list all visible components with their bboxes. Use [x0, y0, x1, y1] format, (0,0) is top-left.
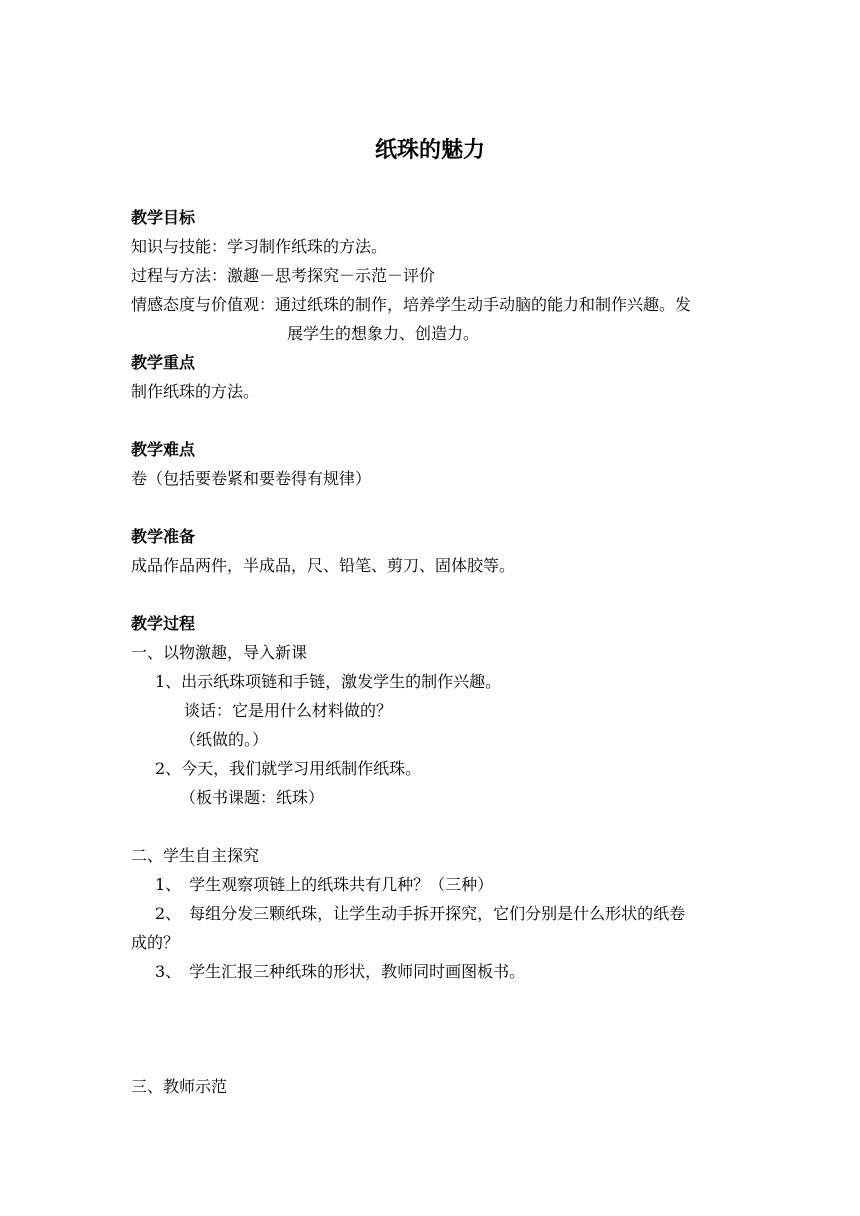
section-1-title: 一、以物激趣，导入新课	[131, 643, 308, 662]
prep-heading: 教学准备	[131, 527, 196, 546]
section-2-item-2-cont: 成的？	[131, 933, 180, 952]
goals-attitude: 情感态度与价值观：通过纸珠的制作，培养学生动手动脑的能力和制作兴趣。发	[131, 295, 692, 314]
difficulty-heading: 教学难点	[131, 440, 196, 459]
focus-heading: 教学重点	[131, 353, 196, 372]
section-2-title: 二、学生自主探究	[131, 846, 260, 865]
goals-process: 过程与方法：激趣－思考探究－示范－评价	[131, 266, 436, 285]
page-title: 纸珠的魅力	[374, 138, 485, 163]
section-3-title: 三、教师示范	[131, 1077, 228, 1096]
section-1-item-2: 2、今天，我们就学习用纸制作纸珠。	[155, 759, 422, 778]
goals-attitude-cont: 展学生的想象力、创造力。	[287, 324, 480, 343]
difficulty-text: 卷（包括要卷紧和要卷得有规律）	[131, 469, 372, 488]
section-2-item-1: 1、 学生观察项链上的纸珠共有几种？（三种）	[155, 875, 494, 894]
section-1-item-2-note: （板书课题：纸珠）	[180, 788, 325, 807]
section-2-item-2: 2、 每组分发三颗纸珠，让学生动手拆开探究，它们分别是什么形状的纸卷	[155, 904, 686, 923]
section-1-item-1: 1、出示纸珠项链和手链，激发学生的制作兴趣。	[155, 672, 502, 691]
goals-knowledge: 知识与技能：学习制作纸珠的方法。	[131, 237, 388, 256]
prep-text: 成品作品两件，半成品，尺、铅笔、剪刀、固体胶等。	[131, 556, 516, 575]
section-1-item-1-talk: 谈话：它是用什么材料做的？	[184, 701, 393, 720]
goals-heading: 教学目标	[131, 208, 196, 227]
section-1-item-1-answer: （纸做的。）	[180, 730, 269, 749]
section-2-item-3: 3、 学生汇报三种纸珠的形状，教师同时画图板书。	[155, 962, 526, 981]
process-heading: 教学过程	[131, 614, 196, 633]
focus-text: 制作纸珠的方法。	[131, 382, 260, 401]
